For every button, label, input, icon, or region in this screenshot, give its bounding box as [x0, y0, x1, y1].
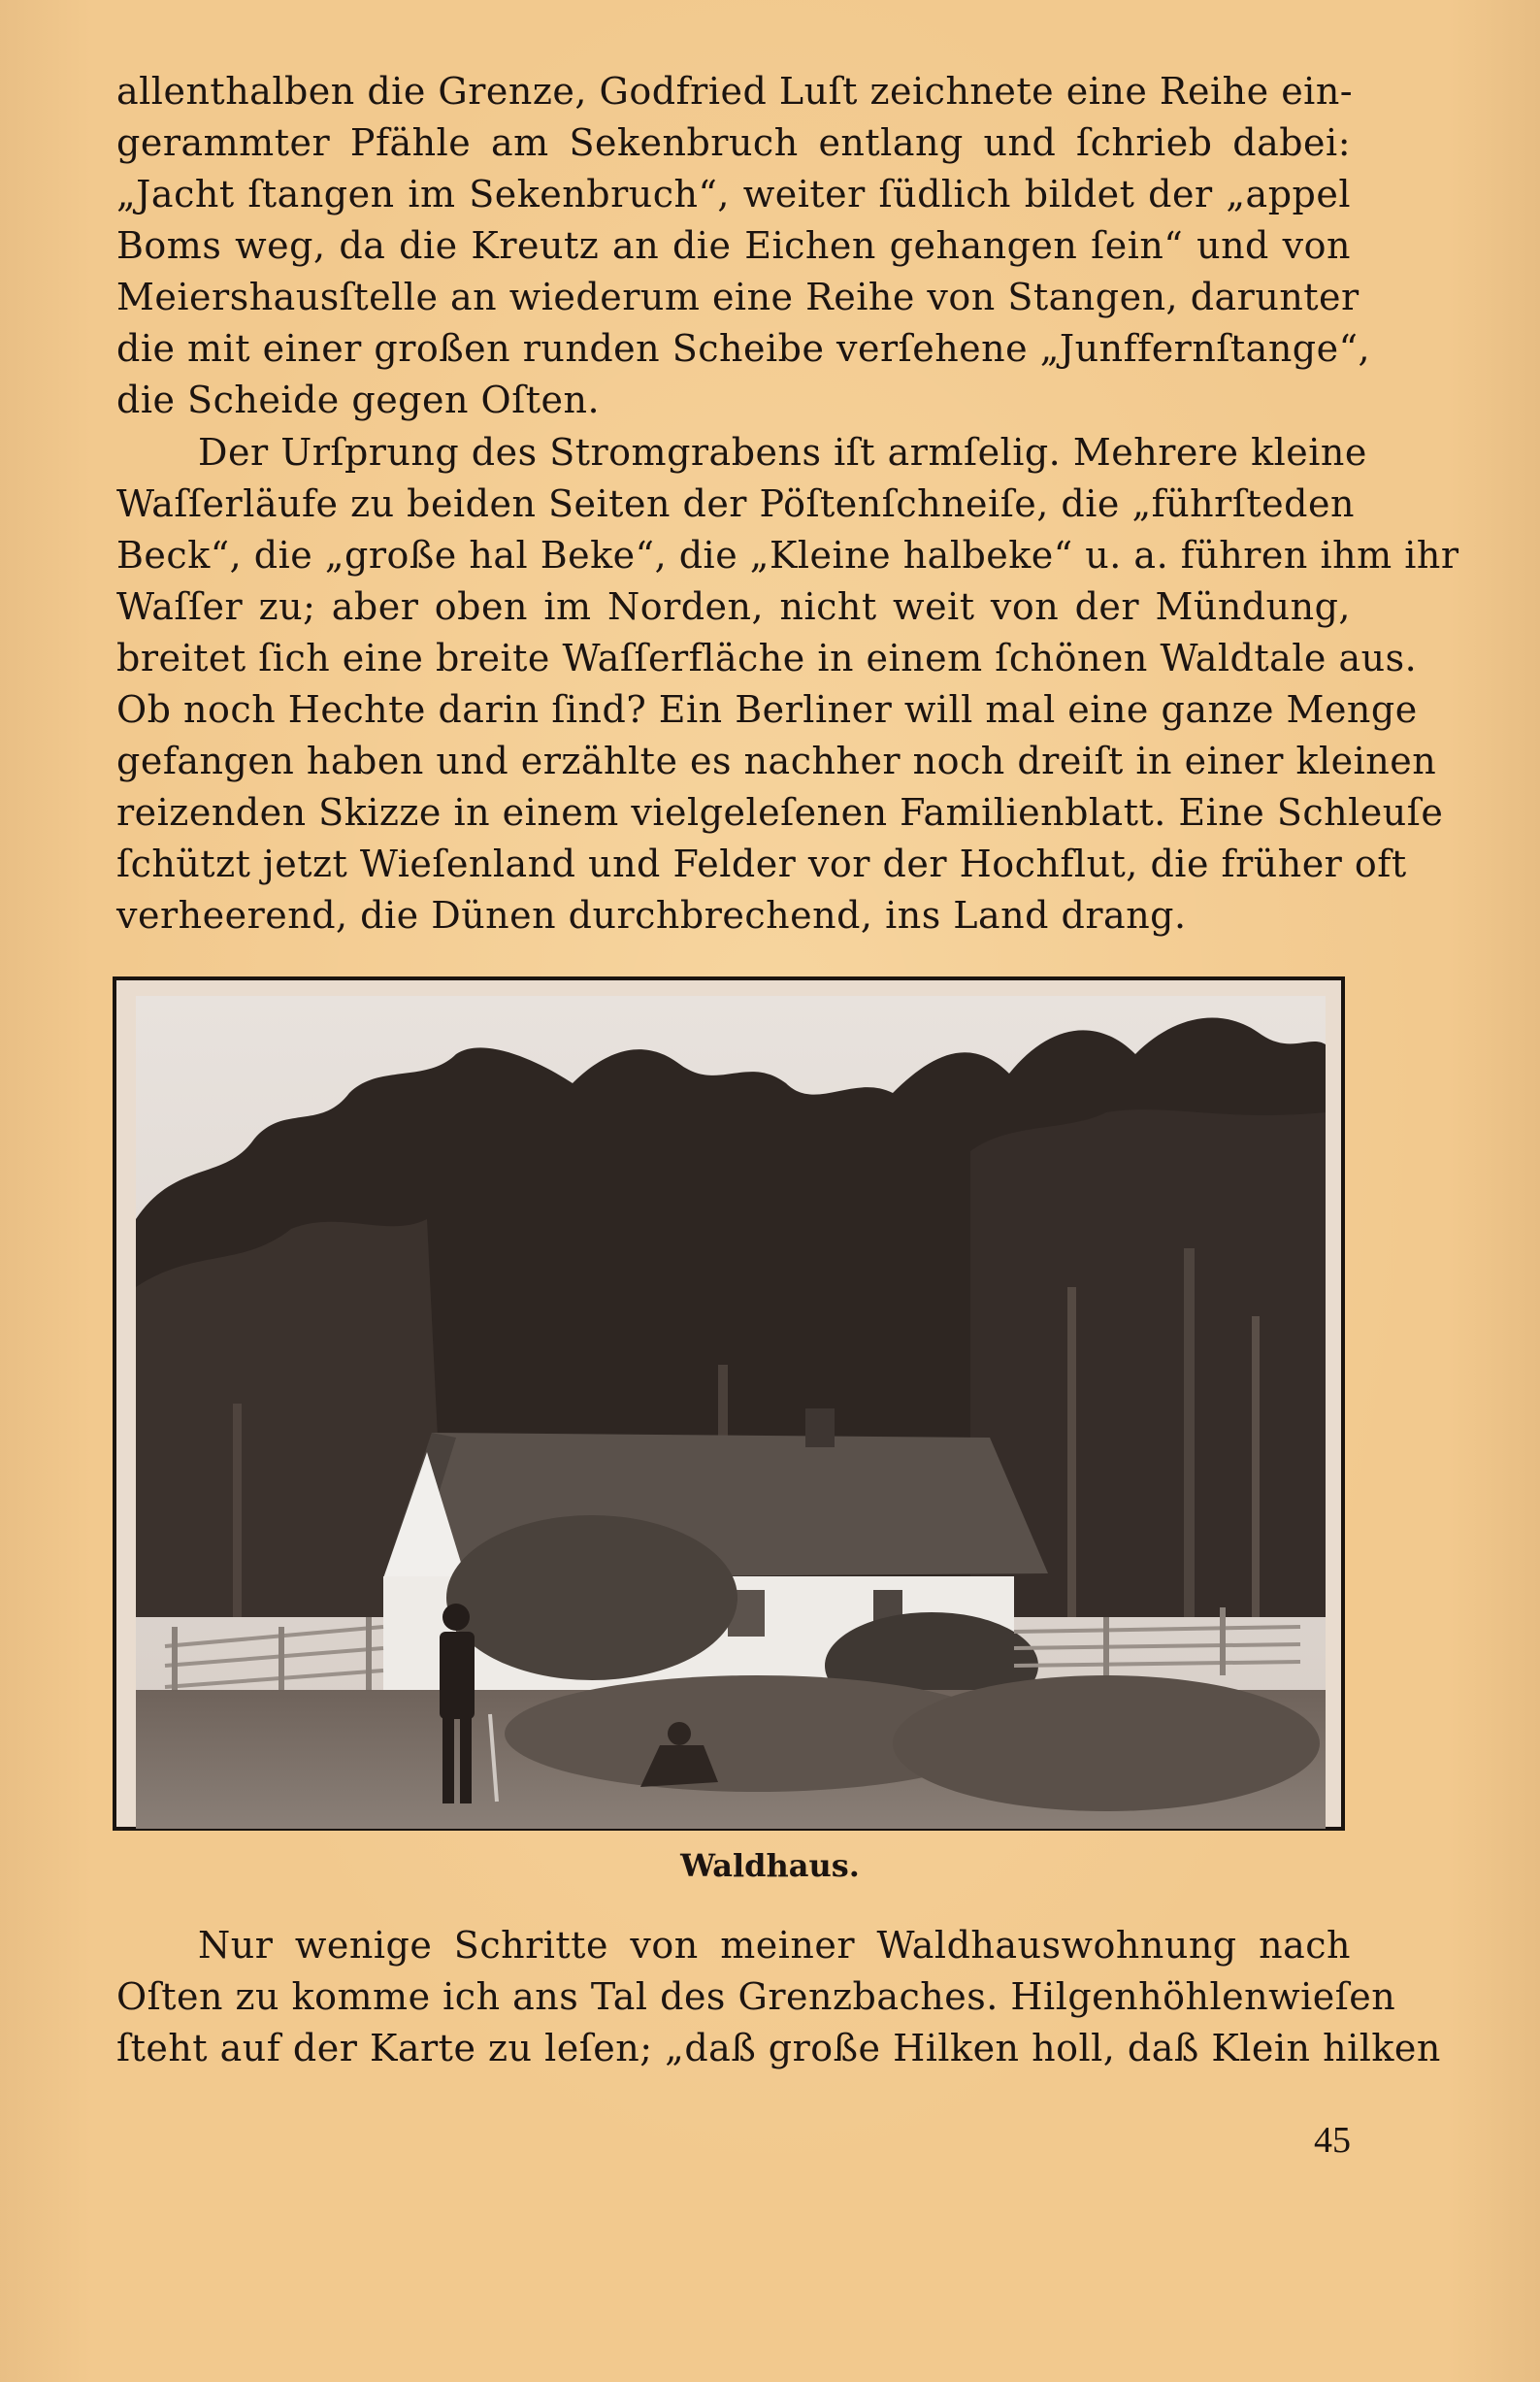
paragraph-3 [116, 1920, 1441, 2074]
text-line: allenthalben die Grenze, Godfried Luſt zeichnete eine Reihe ein- [116, 70, 1354, 113]
text-line: gerammter Pfähle am Sekenbruch entlang und ſchrieb dabei: [116, 121, 1351, 164]
text-line: gefangen haben und erzählte es nachher noch dreiſt in einer kleinen [116, 740, 1437, 782]
text-line: Ob noch Hechte darin ſind? Ein Berliner will mal eine ganze Menge [116, 688, 1418, 731]
text-line: „Jacht ſtangen im Sekenbruch“, weiter ſüdlich bildet der „appel [116, 173, 1351, 215]
text-line: verheerend, die Dünen durchbrechend, ins Land drang. [116, 894, 1187, 937]
text-line: Meiershausſtelle an wiederum eine Reihe von Stangen, darunter [116, 276, 1360, 318]
text-line: Waſſerläufe zu beiden Seiten der Pöſtenſchneiſe, die „führſteden [116, 482, 1355, 525]
text-line: die mit einer großen runden Scheibe verſehene „Junffernſtange“, [116, 327, 1371, 370]
waldhaus-photo [136, 996, 1326, 1829]
text-line: Waſſer zu; aber oben im Norden, nicht weit von der Mündung, [116, 585, 1351, 628]
text-line: die Scheide gegen Oſten. [116, 379, 601, 421]
paragraph-1 [116, 66, 1371, 426]
text-line: Beck“, die „große hal Beke“, die „Kleine halbeke“ u. a. führen ihm ihr [116, 534, 1459, 577]
text-line: reizenden Skizze in einem vielgeleſenen Familienblatt. Eine Schleuſe [116, 791, 1444, 834]
text-line: Nur wenige Schritte von meiner Waldhauswohnung nach [198, 1924, 1351, 1967]
figure-caption: Waldhaus. [680, 1847, 860, 1884]
text-line: Boms weg, da die Kreutz an die Eichen gehangen ſein“ und von [116, 224, 1351, 267]
photo-frame [113, 976, 1345, 1831]
text-line: Der Urſprung des Stromgrabens iſt armſelig. Mehrere kleine [198, 431, 1367, 474]
text-line: ſteht auf der Karte zu leſen; „daß große Hilken holl, daß Klein hilken [116, 2027, 1441, 2069]
text-line: ſchützt jetzt Wieſenland und Felder vor der Hochflut, die früher oft [116, 843, 1407, 885]
text-line: breitet ſich eine breite Waſſerfläche in einem ſchönen Waldtale aus. [116, 637, 1418, 679]
paragraph-2 [116, 427, 1459, 942]
text-line: Oſten zu komme ich ans Tal des Grenzbaches. Hilgenhöhlenwieſen [116, 1975, 1396, 2018]
page-number: 45 [1314, 2120, 1351, 2161]
